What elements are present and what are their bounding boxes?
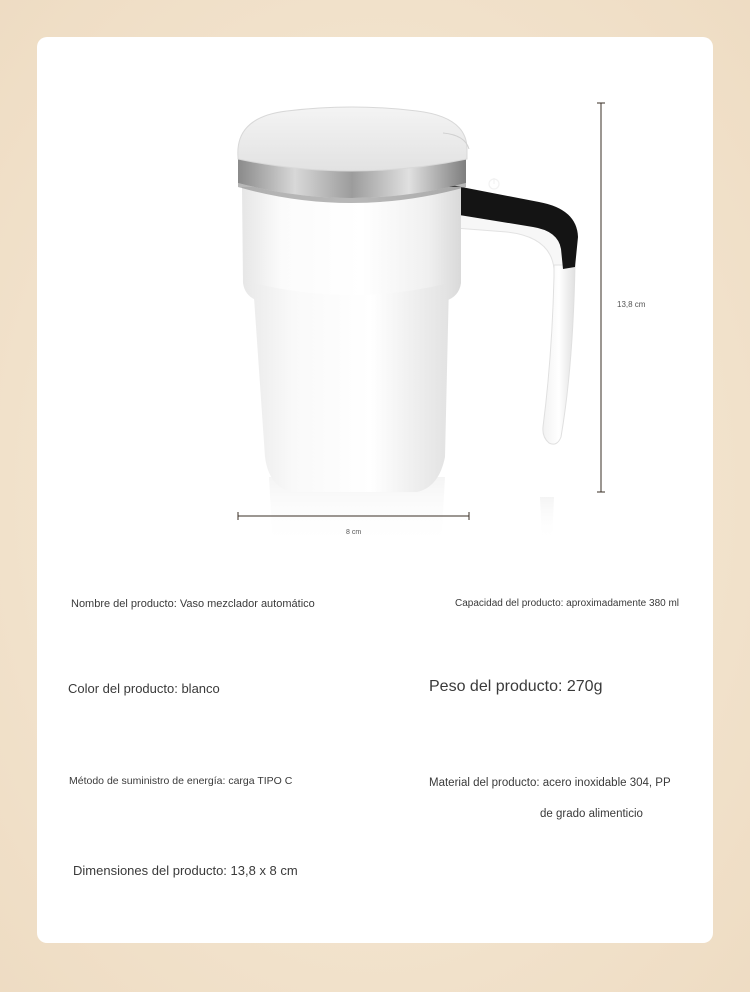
spec-weight: Peso del producto: 270g <box>429 678 603 695</box>
mug-body-lower <box>253 283 449 492</box>
spec-dimensions: Dimensiones del producto: 13,8 x 8 cm <box>73 863 298 878</box>
width-label: 8 cm <box>346 529 362 536</box>
spec-power: Método de suministro de energía: carga TIPO C <box>69 775 293 787</box>
height-dimension-line <box>597 103 605 492</box>
mug-lid <box>238 107 467 171</box>
spec-material: Material del producto: acero inoxidable 304, PP <box>429 777 671 789</box>
product-card <box>37 37 713 943</box>
mug-illustration <box>37 37 713 557</box>
spec-material-continued: de grado alimenticio <box>540 808 643 820</box>
spec-capacity: Capacidad del producto: aproximadamente 380 ml <box>455 598 680 609</box>
mug-handle <box>442 178 578 444</box>
spec-name: Nombre del producto: Vaso mezclador automático <box>71 598 315 610</box>
spec-color: Color del producto: blanco <box>68 681 220 696</box>
height-label: 13,8 cm <box>617 300 646 309</box>
mug-body-upper <box>242 187 461 301</box>
